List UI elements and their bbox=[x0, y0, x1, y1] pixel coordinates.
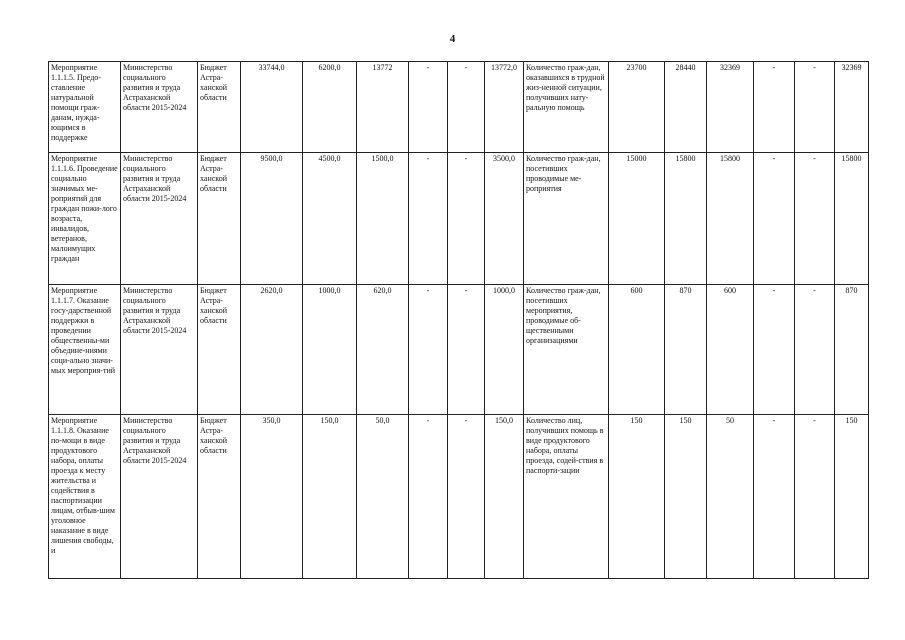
year3-cell: - bbox=[409, 285, 448, 415]
value2-cell: 150 bbox=[665, 415, 707, 579]
value1-cell: 23700 bbox=[609, 62, 665, 153]
value2-cell: 15800 bbox=[665, 153, 707, 285]
executor-cell: Министерство социального развития и труда Астраханской области 2015-2024 bbox=[121, 62, 198, 153]
value3-cell: 15800 bbox=[707, 153, 754, 285]
year4-cell: - bbox=[448, 285, 485, 415]
year1-cell: 4500,0 bbox=[303, 153, 357, 285]
value6-cell: 32369 bbox=[835, 62, 869, 153]
value3-cell: 600 bbox=[707, 285, 754, 415]
year3-cell: - bbox=[409, 415, 448, 579]
year4-cell: - bbox=[448, 153, 485, 285]
indicator-cell: Количество граж-дан, посетивших проводимые ме-роприятия bbox=[524, 153, 609, 285]
total-cell: 2620,0 bbox=[241, 285, 303, 415]
year3-cell: - bbox=[409, 62, 448, 153]
total-cell: 33744,0 bbox=[241, 62, 303, 153]
table-row bbox=[49, 415, 869, 579]
executor-cell: Министерство социального развития и труда Астраханской области 2015-2024 bbox=[121, 153, 198, 285]
year4-cell: - bbox=[448, 415, 485, 579]
year2-cell: 13772 bbox=[357, 62, 409, 153]
total-cell: 9500,0 bbox=[241, 153, 303, 285]
value1-cell: 15000 bbox=[609, 153, 665, 285]
year1-cell: 6200,0 bbox=[303, 62, 357, 153]
value6-cell: 15800 bbox=[835, 153, 869, 285]
value3-cell: 50 bbox=[707, 415, 754, 579]
year2-cell: 620,0 bbox=[357, 285, 409, 415]
source-cell: Бюджет Астра-ханской области bbox=[198, 62, 241, 153]
event-cell: Мероприятие 1.1.1.6. Проведение социально значимых ме-роприятий для граждан пожи-лого возраста, инвалидов, ветеранов, малоимущих граждан bbox=[49, 153, 121, 285]
year4-cell: - bbox=[448, 62, 485, 153]
year1-cell: 1000,0 bbox=[303, 285, 357, 415]
indicator-cell: Количество граж-дан, оказавшихся в трудной жиз-ненной ситуации, получивших нату-ральную помощь bbox=[524, 62, 609, 153]
value4-cell: - bbox=[754, 153, 795, 285]
table-row bbox=[49, 285, 869, 415]
value5-cell: - bbox=[795, 415, 835, 579]
table-row bbox=[49, 62, 869, 153]
value5-cell: - bbox=[795, 285, 835, 415]
value2-cell: 870 bbox=[665, 285, 707, 415]
value4-cell: - bbox=[754, 285, 795, 415]
program-table bbox=[48, 61, 869, 579]
source-cell: Бюджет Астра-ханской области bbox=[198, 285, 241, 415]
indicator-cell: Количество граж-дан, посетивших мероприятия, проводимые об-щественными организациями bbox=[524, 285, 609, 415]
year5-cell: 1000,0 bbox=[485, 285, 524, 415]
year2-cell: 50,0 bbox=[357, 415, 409, 579]
value6-cell: 870 bbox=[835, 285, 869, 415]
year5-cell: 150,0 bbox=[485, 415, 524, 579]
year5-cell: 13772,0 bbox=[485, 62, 524, 153]
value1-cell: 600 bbox=[609, 285, 665, 415]
event-cell: Мероприятие 1.1.1.7. Оказание госу-дарственной поддержки в проведении общественны-ми объедине-ниями соци-ально значи-мых мероприя-тий bbox=[49, 285, 121, 415]
value5-cell: - bbox=[795, 62, 835, 153]
page-number: 4 bbox=[449, 33, 456, 45]
event-cell: Мероприятие 1.1.1.8. Оказание по-мощи в виде продуктового набора, оплаты проезда к месту жительства и содействия в паспортизации лицам, отбыв-шим уголовное наказание в виде лишения свободы, и bbox=[49, 415, 121, 579]
year3-cell: - bbox=[409, 153, 448, 285]
year5-cell: 3500,0 bbox=[485, 153, 524, 285]
event-cell: Мероприятие 1.1.1.5. Предо-ставление натуральной помощи граж-данам, нужда-ющимся в поддержке bbox=[49, 62, 121, 153]
value4-cell: - bbox=[754, 62, 795, 153]
executor-cell: Министерство социального развития и труда Астраханской области 2015-2024 bbox=[121, 285, 198, 415]
value2-cell: 28440 bbox=[665, 62, 707, 153]
value6-cell: 150 bbox=[835, 415, 869, 579]
value1-cell: 150 bbox=[609, 415, 665, 579]
total-cell: 350,0 bbox=[241, 415, 303, 579]
year2-cell: 1500,0 bbox=[357, 153, 409, 285]
value3-cell: 32369 bbox=[707, 62, 754, 153]
table-row bbox=[49, 153, 869, 285]
source-cell: Бюджет Астра-ханской области bbox=[198, 415, 241, 579]
value5-cell: - bbox=[795, 153, 835, 285]
executor-cell: Министерство социального развития и труда Астраханской области 2015-2024 bbox=[121, 415, 198, 579]
indicator-cell: Количество лиц, получивших помощь в виде продуктового набора, оплаты проезда, содей-ствия в паспорти-зации bbox=[524, 415, 609, 579]
value4-cell: - bbox=[754, 415, 795, 579]
year1-cell: 150,0 bbox=[303, 415, 357, 579]
source-cell: Бюджет Астра-ханской области bbox=[198, 153, 241, 285]
